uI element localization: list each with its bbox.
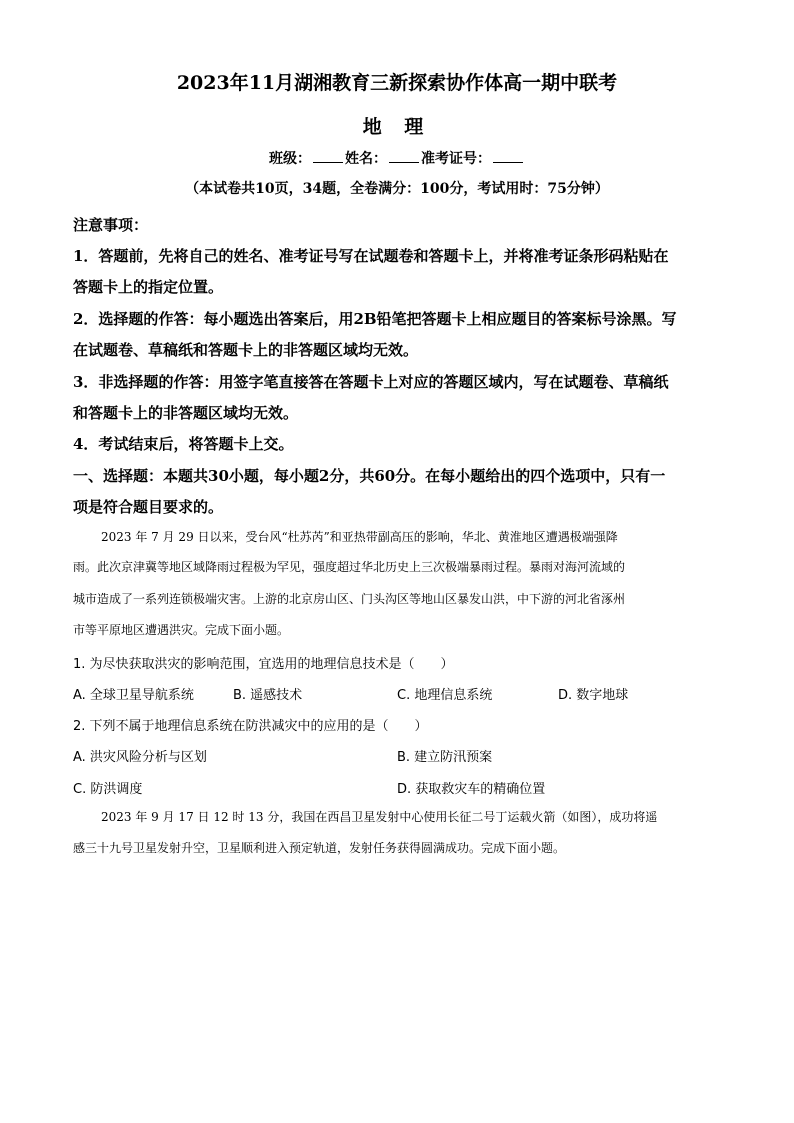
question-1-option-d: D. 数字地球 bbox=[558, 688, 629, 703]
id-blank[interactable] bbox=[493, 162, 523, 163]
passage-2-line-1: 2023 年 9 月 17 日 12 时 13 分，我国在西昌卫星发射中心使用长征二号丁运载火箭（如图），成功将遥 bbox=[101, 810, 658, 824]
question-1-option-a: A. 全球卫星导航系统 bbox=[73, 688, 194, 703]
id-label: 准考证号： bbox=[421, 151, 491, 167]
passage-1-line-1: 2023 年 7 月 29 日以来，受台风“杜苏芮”和亚热带副高压的影响，华北、黄淮地区遭遇极端强降 bbox=[101, 530, 618, 544]
name-label: 姓名： bbox=[345, 151, 387, 167]
question-1-stem: 1. 为尽快获取洪灾的影响范围，宜选用的地理信息技术是（ ） bbox=[73, 657, 454, 672]
note-3-line-2: 和答题卡上的非答题区域均无效。 bbox=[73, 404, 299, 422]
passage-2-line-2: 感三十九号卫星发射升空，卫星顺利进入预定轨道，发射任务获得圆满成功。完成下面小题。 bbox=[73, 841, 566, 855]
exam-meta: （本试卷共10页，34题，全卷满分：100分，考试用时：75分钟） bbox=[185, 181, 609, 197]
note-1-line-2: 答题卡上的指定位置。 bbox=[73, 278, 224, 296]
notes-heading: 注意事项： bbox=[73, 216, 149, 234]
question-2-option-d: D. 获取救灾车的精确位置 bbox=[397, 782, 546, 797]
passage-1-line-4: 市等平原地区遭遇洪灾。完成下面小题。 bbox=[73, 623, 290, 637]
question-2-stem: 2. 下列不属于地理信息系统在防洪减灾中的应用的是（ ） bbox=[73, 719, 428, 734]
passage-1-line-2: 雨。此次京津冀等地区域降雨过程极为罕见，强度超过华北历史上三次极端暴雨过程。暴雨对海河流域的 bbox=[73, 560, 626, 574]
question-2-option-c: C. 防洪调度 bbox=[73, 782, 143, 797]
exam-title: 2023年11月湖湘教育三新探索协作体高一期中联考 bbox=[176, 72, 618, 94]
question-2-option-a: A. 洪灾风险分析与区划 bbox=[73, 750, 207, 765]
question-1-option-c: C. 地理信息系统 bbox=[397, 688, 493, 703]
section-1-line-2: 项是符合题目要求的。 bbox=[73, 498, 224, 516]
note-2-line-2: 在试题卷、草稿纸和答题卡上的非答题区域均无效。 bbox=[73, 341, 419, 359]
note-3-line-1: 3．非选择题的作答：用签字笔直接答在答题卡上对应的答题区域内，写在试题卷、草稿纸 bbox=[73, 373, 669, 391]
note-1-line-1: 1．答题前，先将自己的姓名、准考证号写在试题卷和答题卡上，并将准考证条形码粘贴在 bbox=[73, 247, 669, 265]
note-4: 4．考试结束后，将答题卡上交。 bbox=[73, 435, 294, 453]
class-label: 班级： bbox=[269, 151, 311, 167]
subject-title: 地 理 bbox=[362, 116, 432, 138]
section-1-line-1: 一、选择题：本题共30小题，每小题2分，共60分。在每小题给出的四个选项中，只有一 bbox=[73, 467, 666, 485]
name-blank[interactable] bbox=[389, 162, 419, 163]
student-info-row bbox=[0, 152, 794, 166]
class-blank[interactable] bbox=[313, 162, 343, 163]
passage-1-line-3: 城市造成了一系列连锁极端灾害。上游的北京房山区、门头沟区等地山区暴发山洪，中下游的河北省涿州 bbox=[73, 592, 626, 606]
note-2-line-1: 2．选择题的作答：每小题选出答案后，用2B铅笔把答题卡上相应题目的答案标号涂黑。写 bbox=[73, 310, 677, 328]
question-1-option-b: B. 遥感技术 bbox=[233, 688, 303, 703]
question-2-option-b: B. 建立防汛预案 bbox=[397, 750, 493, 765]
